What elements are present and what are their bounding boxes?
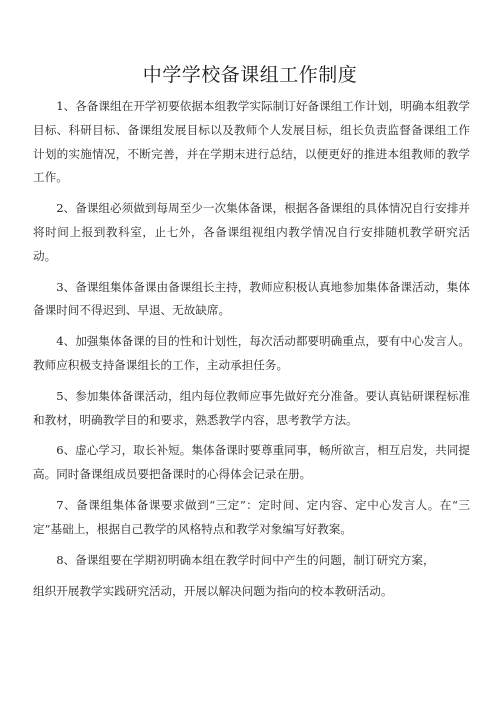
paragraph-8 <box>33 549 470 605</box>
paragraph-7: 7、备课组集体备课要求做到“三定”：定时间、定内容、定中心发言人。在“三定”基础上，根据自己教学的风格特点和教学对象编写好教案。 <box>33 497 470 536</box>
document-title: 中学学校备课组工作制度 <box>142 64 358 86</box>
paragraph-3: 3、备课组集体备课由备课组长主持，教师应积极认真地参加集体备课活动，集体备课时间不得迟到、早退、无故缺席。 <box>33 279 470 318</box>
document-body <box>33 95 470 604</box>
paragraph-4: 4、加强集体备课的目的性和计划性，每次活动都要明确重点，要有中心发言人。教师应积极支持备课组长的工作，主动承担任务。 <box>33 334 470 372</box>
paragraph-8-lead: 8、备课组要在学期初明确本组在教学时间中产生的问题，制订研究方案， <box>56 552 435 567</box>
paragraph-8-trail: 组织开展教学实践研究活动，开展以解决问题为指向的校本教研活动。 <box>33 584 393 599</box>
paragraph-6: 6、虚心学习，取长补短。集体备课时要尊重同事，畅所欲言，相互启发，共同提高。同时备课组成员要把备课时的心得体会记录在册。 <box>33 443 470 482</box>
paragraph-2: 2、备课组必须做到每周至少一次集体备课，根据各备课组的具体情况自行安排并将时间上报到教科室，止七外，各备课组视组内教学情况自行安排随机教学研究活动。 <box>33 201 470 263</box>
paragraph-5: 5、参加集体备课活动，组内每位教师应事先做好充分准备。要认真钻研课程标准和教材，明确教学目的和要求，熟悉教学内容，思考教学方法。 <box>33 388 470 427</box>
paragraph-1: 1、各备课组在开学初要依据本组教学实际制订好备课组工作计划，明确本组教学目标、科研目标、备课组发展目标以及教师个人发展目标，组长负责监督备课组工作计划的实施情况，不断完善，并在学期末进行总结，以便更好的推进本组教师的教学工作。 <box>33 99 470 185</box>
